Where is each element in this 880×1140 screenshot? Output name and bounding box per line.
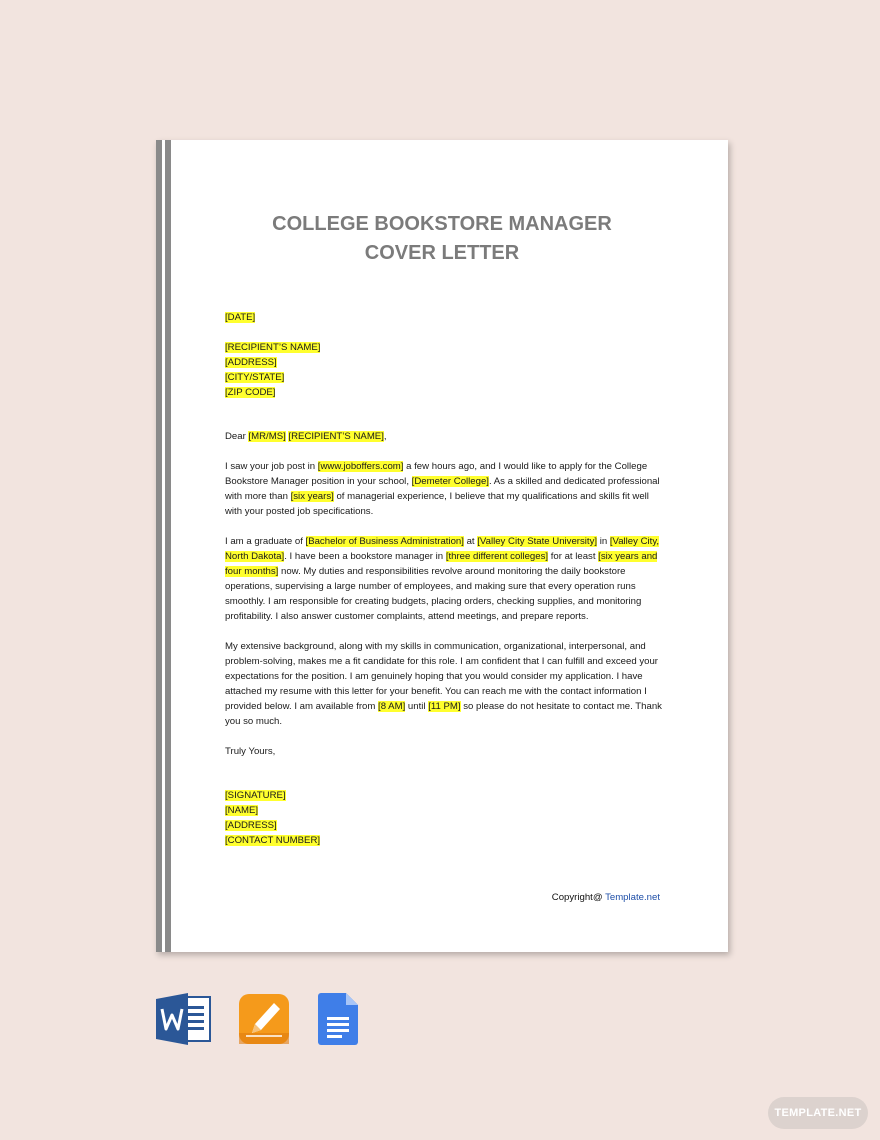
recipient-name-line <box>225 340 667 355</box>
sender-address-placeholder: [ADDRESS] <box>225 820 277 831</box>
closing: Truly Yours, <box>225 746 276 757</box>
signature-line <box>225 788 667 803</box>
letter-body <box>225 310 667 848</box>
recipient-zip-line <box>225 385 667 400</box>
title-line-1: COLLEGE BOOKSTORE MANAGER <box>272 213 612 235</box>
highlight-website: [www.joboffers.com] <box>317 461 404 472</box>
highlight-university: [Valley City State University] <box>477 536 598 547</box>
highlight-degree: [Bachelor of Business Administration] <box>305 536 464 547</box>
sender-name-line <box>225 803 667 818</box>
title-line-2: COVER LETTER <box>364 242 520 264</box>
highlight-start-time: [8 AM] <box>378 701 406 712</box>
highlight-end-time: [11 PM] <box>428 701 461 712</box>
recipient-city-placeholder: [CITY/STATE] <box>225 372 285 383</box>
recipient-name-placeholder: [RECIPIENT’S NAME] <box>225 342 321 353</box>
date-placeholder: [DATE] <box>225 312 256 323</box>
recipient-zip-placeholder: [ZIP CODE] <box>225 387 276 398</box>
watermark-badge: TEMPLATE.NET <box>768 1097 868 1129</box>
document-title <box>156 210 728 268</box>
salutation: Dear [MR/MS] [RECIPIENT’S NAME], <box>225 431 387 442</box>
highlight-duration: [six years and four months] <box>225 551 658 577</box>
copyright-notice: Copyright@ Template.net <box>551 892 660 903</box>
word-icon[interactable] <box>156 993 212 1045</box>
google-docs-icon[interactable] <box>318 993 358 1045</box>
highlight-location: [Valley City, North Dakota] <box>225 536 660 562</box>
highlight-school: [Demeter College] <box>411 476 489 487</box>
recipient-address-line <box>225 355 667 370</box>
paragraph-1: I saw your job post in [www.joboffers.com] a few hours ago, and I would like to apply for the College Bookstore Manager position in your school, [Demeter College]. As a skilled and dedicated professional with more than [six years] of managerial experience, I believe that my qualifications and skills fit well with your posted job specifications. <box>225 461 660 517</box>
salutation-name-placeholder: [RECIPIENT’S NAME] <box>288 431 384 442</box>
recipient-city-line <box>225 370 667 385</box>
sender-contact-line <box>225 833 667 848</box>
recipient-address-placeholder: [ADDRESS] <box>225 357 277 368</box>
date-line <box>225 310 667 325</box>
paragraph-2: I am a graduate of [Bachelor of Business Administration] at [Valley City State University] in [Valley City, North Dakota]. I have been a bookstore manager in [three different colleges] for at least [six years and four months] now. My duties and responsibilities revolve around monitoring the daily bookstore operations, supervising a large number of employees, and making sure that every operation runs smoothly. I am responsible for creating budgets, placing orders, checking supplies, and monitoring profitability. I also answer customer complaints, attend meetings, and prepare reports. <box>225 536 660 622</box>
document-page <box>156 140 728 952</box>
sender-name-placeholder: [NAME] <box>225 805 259 816</box>
highlight-years: [six years] <box>290 491 334 502</box>
salutation-title-placeholder: [MR/MS] <box>248 431 286 442</box>
paragraph-3: My extensive background, along with my skills in communication, organizational, interpersonal, and problem-solving, makes me a fit candidate for this role. I am confident that I can fulfill and exceed your expectations for the position. I am genuinely hoping that you would consider my application. I have attached my resume with this letter for your benefit. You can reach me with the contact information I provided below. I am available from [8 AM] until [11 PM] so please do not hesitate to contact me. Thank you so much. <box>225 641 662 727</box>
sender-address-line <box>225 818 667 833</box>
sender-contact-placeholder: [CONTACT NUMBER] <box>225 835 321 846</box>
copyright-link[interactable]: Template.net <box>605 892 660 903</box>
highlight-colleges: [three different colleges] <box>445 551 549 562</box>
pages-icon[interactable] <box>238 993 290 1045</box>
signature-placeholder: [SIGNATURE] <box>225 790 286 801</box>
